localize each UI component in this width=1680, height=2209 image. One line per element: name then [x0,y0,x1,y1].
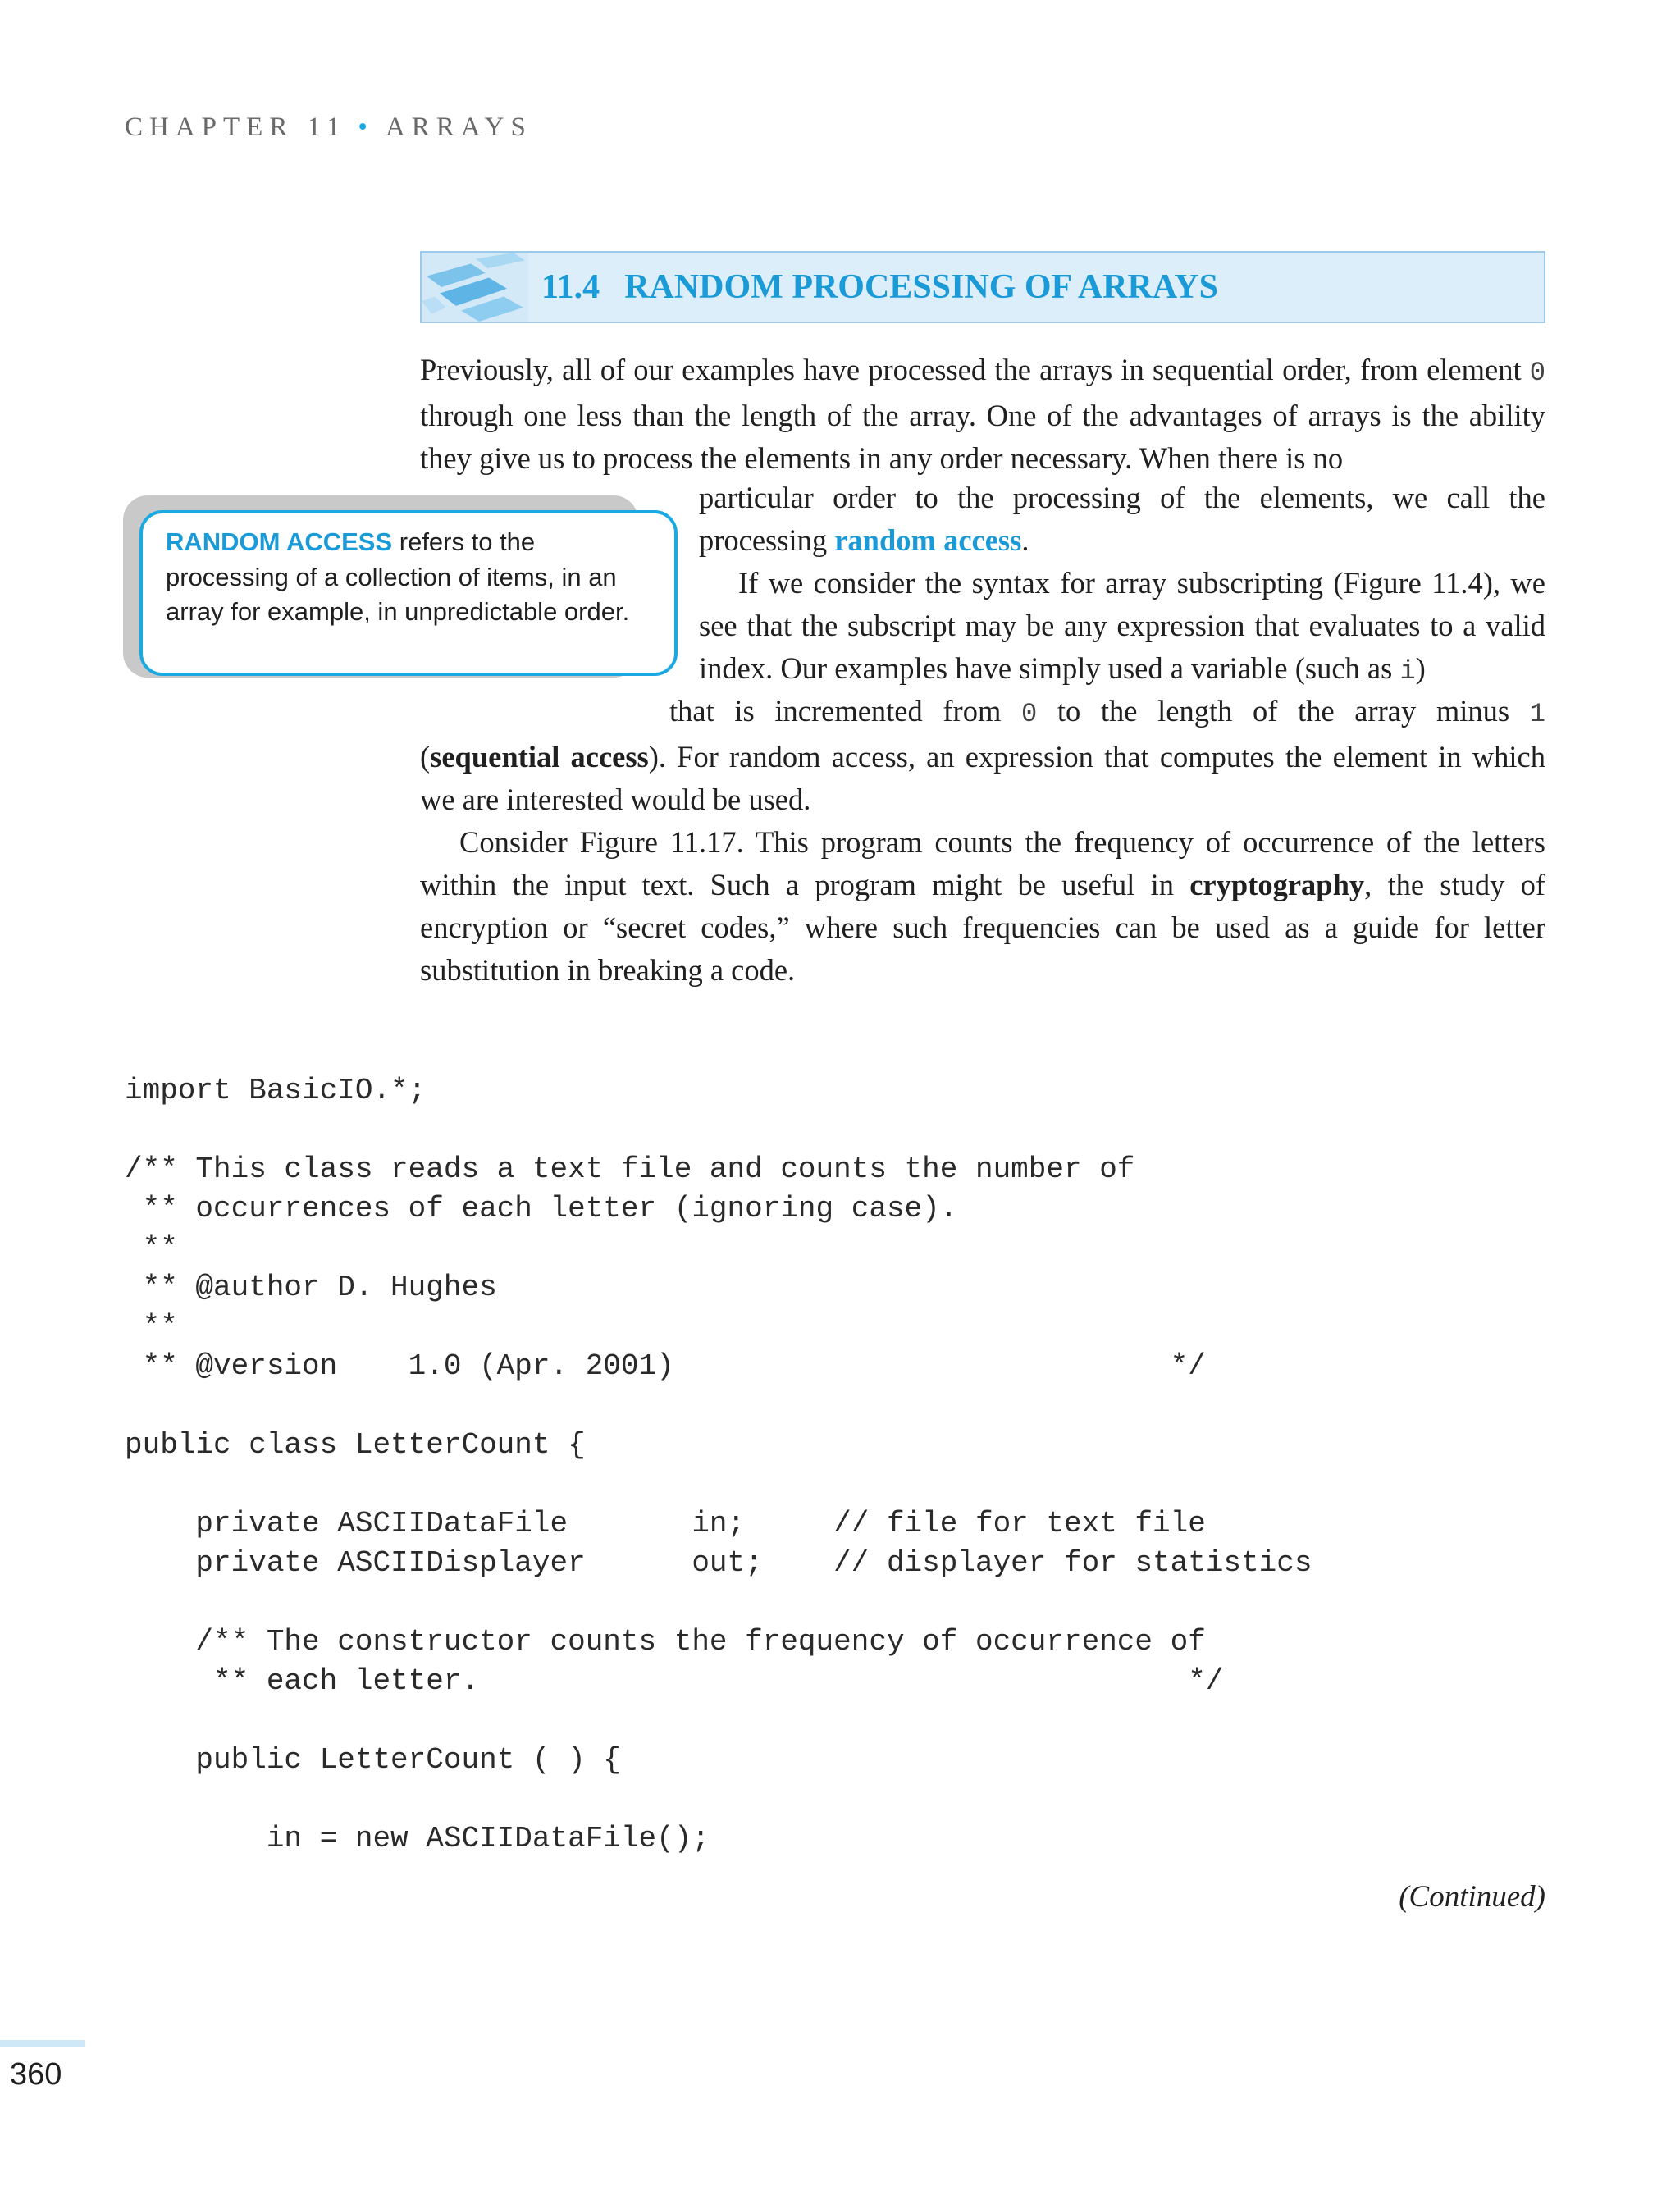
paragraph-1 [420,349,1545,480]
code-line: ** [125,1231,178,1265]
code-line: ** each letter. */ [125,1664,1224,1698]
code-line: ** occurrences of each letter (ignoring case). [125,1192,958,1225]
inline-code: 1 [1529,699,1545,729]
code-line: /** This class reads a text file and counts the number of [125,1152,1135,1186]
paragraph-text: , the study of encryption or “secret codes,” where such frequencies can be used as a guide for letter substitution in breaking a code. [420,868,1546,987]
key-term-sequential-access: sequential access [430,740,649,774]
code-line: public LetterCount ( ) { [125,1743,621,1777]
running-header [125,112,532,143]
paragraph-text: Previously, all of our examples have processed the arrays in sequential order, from element [420,353,1530,386]
continued-label: (Continued) [1399,1880,1545,1914]
paragraph-text: that is incremented from [669,694,1021,728]
page-number: 360 [10,2057,62,2092]
chapter-label: CHAPTER 11 [125,112,347,142]
section-number: 11.4 [541,268,600,306]
inline-code: 0 [1021,699,1038,729]
code-line: ** @author D. Hughes [125,1271,497,1304]
paragraph-2-3 [420,690,1545,992]
paragraph-text: to the length of the array minus [1037,694,1530,728]
code-line: /** The constructor counts the frequency of occurrence of [125,1625,1206,1659]
inline-code: i [1399,656,1416,687]
code-line: ** @version 1.0 (Apr. 2001) */ [125,1349,1206,1383]
page-number-bar [0,2040,85,2047]
chapter-topic: ARRAYS [385,112,532,142]
paragraph-text: ) [1415,651,1426,685]
inline-code: 0 [1529,358,1545,388]
paragraph-text: ). For random access, an expression that computes the element in which we are interested would be used. [420,740,1545,816]
paragraph-text: Consider Figure 11.17. This program counts the frequency of occurrence of the letters within the input text. Such a program might be useful in [420,825,1545,901]
code-line: public class LetterCount { [125,1428,586,1462]
section-banner [420,251,1545,323]
key-term-cryptography: cryptography [1189,868,1365,901]
margin-note-term: RANDOM ACCESS [166,527,393,556]
code-line: in = new ASCIIDataFile(); [125,1822,710,1855]
paragraph-text: ( [420,740,431,774]
paragraph-text: particular order to the processing of the elements, we call the processing [699,481,1545,557]
margin-note-text: refers to the processing of a collection of items, in an array for example, in unpredictable order. [166,527,630,626]
code-line: import BasicIO.*; [125,1074,427,1107]
margin-note [139,510,678,676]
code-line: private ASCIIDisplayer out; // displayer for statistics [125,1546,1312,1580]
keyboard-graphic-icon [422,253,528,322]
section-title [541,267,1218,307]
paragraph-continued [699,477,1545,693]
paragraph-text: . [1021,523,1029,557]
header-separator: • [358,112,374,142]
code-listing [125,1071,1312,1859]
paragraph-text: If we consider the syntax for array subscripting (Figure 11.4), we see that the subscript may be any expression that evaluates to a valid index. Our examples have simply used a variable (such as [699,566,1545,685]
section-heading: RANDOM PROCESSING OF ARRAYS [624,268,1218,306]
paragraph-text: through one less than the length of the array. One of the advantages of arrays is the ability they give us to process the elements in any order necessary. When there is no [420,399,1545,475]
code-line: private ASCIIDataFile in; // file for text file [125,1507,1206,1540]
key-term-random-access: random access [834,523,1022,557]
code-line: ** [125,1310,178,1344]
